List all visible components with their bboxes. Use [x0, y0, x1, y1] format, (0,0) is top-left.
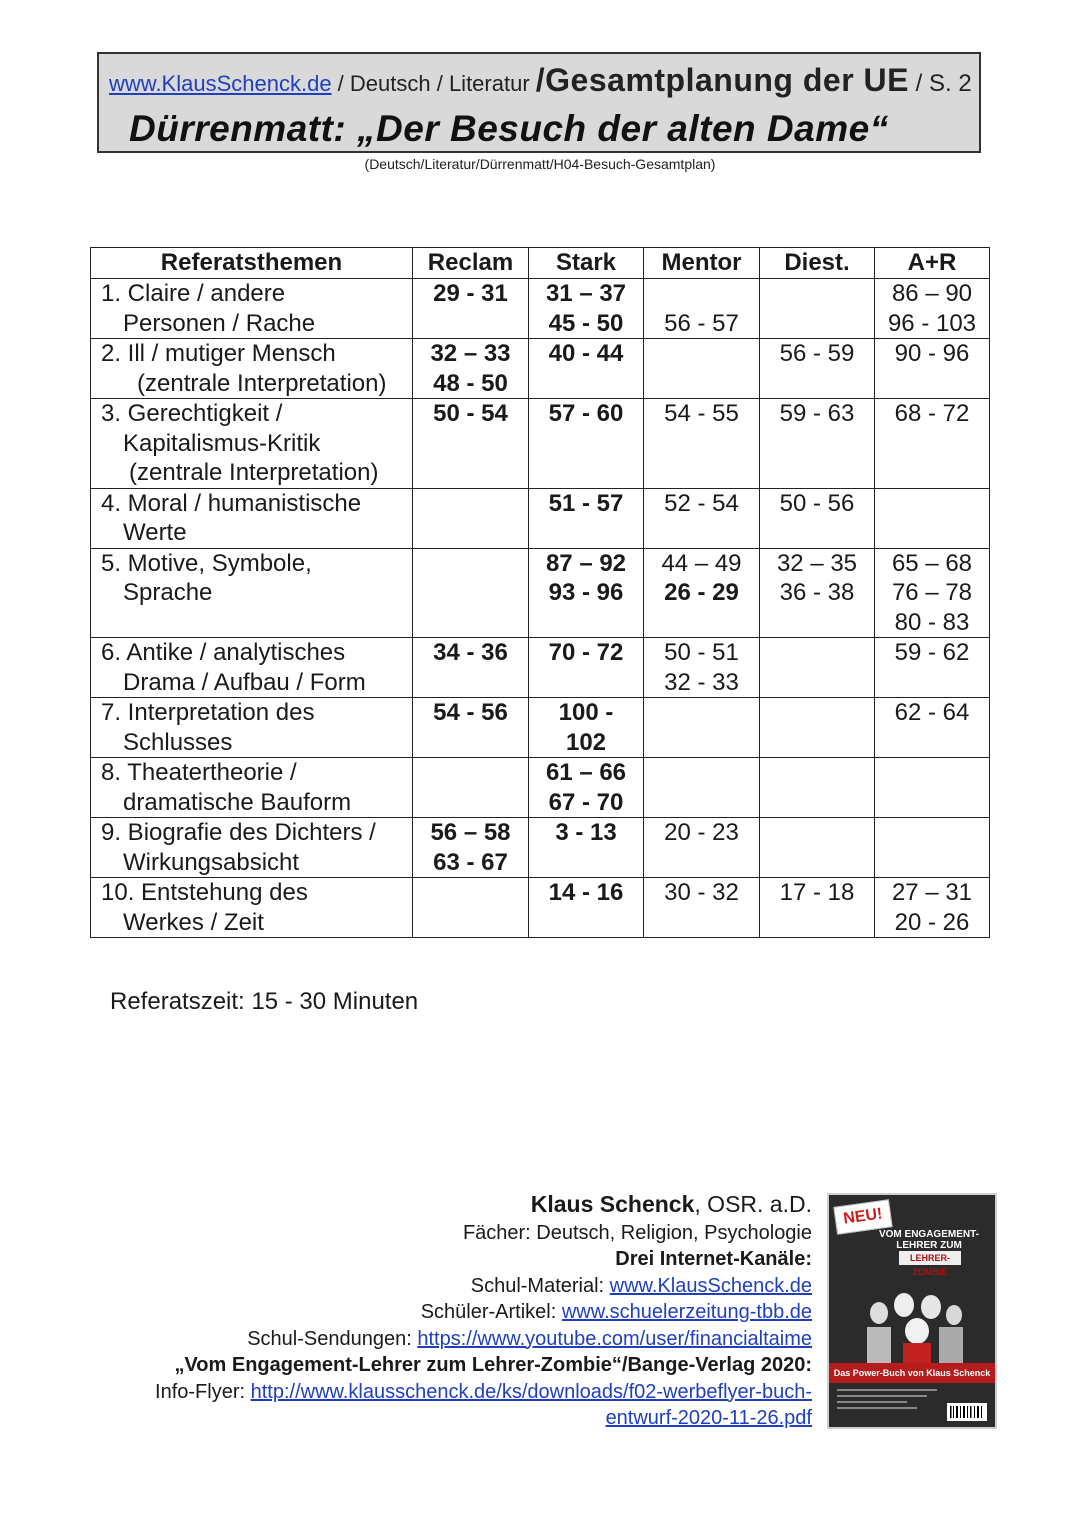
book-cover-subtitle: LEHRER-ZOMBIE: [899, 1251, 961, 1265]
topic-cell: [91, 339, 413, 399]
mentor-cell: 20 - 23: [644, 818, 760, 878]
subjects: Fächer: Deutsch, Religion, Psychologie: [462, 1221, 812, 1244]
site-link[interactable]: www.KlausSchenck.de: [109, 71, 332, 96]
table-row: [91, 878, 990, 938]
reclam-cell: [413, 548, 529, 638]
topic-line: 10. Entstehung des: [101, 879, 308, 906]
diest-cell: 17 - 18: [760, 878, 875, 938]
col-header-mentor: Mentor: [644, 248, 760, 279]
table-row: [91, 339, 990, 399]
book-cover-band: Das Power-Buch von Klaus Schenck: [829, 1363, 995, 1383]
book-cover-text-lines: [837, 1387, 947, 1417]
diest-cell: [760, 279, 875, 339]
flyer-link-continued[interactable]: entwurf-2020-11-26.pdf: [605, 1407, 812, 1429]
page-number: S. 2: [929, 70, 972, 97]
mentor-cell: 44 – 49 26 - 29: [644, 548, 760, 638]
stark-cell: 100 - 102: [529, 698, 644, 758]
topic-line: 6. Antike / analytisches: [101, 639, 346, 666]
topic-line: Drama / Aufbau / Form: [123, 668, 366, 696]
file-path: (Deutsch/Literatur/Dürrenmatt/H04-Besuch-Gesamtplan): [364, 156, 716, 172]
topic-line: Wirkungsabsicht: [123, 848, 300, 876]
topic-line: (zentrale Interpretation): [129, 459, 379, 486]
schueler-label: Schüler-Artikel:: [420, 1301, 562, 1323]
topic-cell: [91, 399, 413, 489]
col-header-diest: Diest.: [760, 248, 875, 279]
topic-line: 1. Claire / andere: [101, 280, 286, 307]
reclam-cell: 54 - 56: [413, 698, 529, 758]
diest-cell: 56 - 59: [760, 339, 875, 399]
ar-cell: [875, 818, 990, 878]
topic-line: Personen / Rache: [123, 309, 316, 337]
channels-heading: Drei Internet-Kanäle:: [615, 1248, 812, 1270]
page-subtitle: Dürrenmatt: „Der Besuch der alten Dame“: [129, 108, 889, 149]
topic-cell: [91, 698, 413, 758]
ar-cell: 65 – 68 76 – 78 80 - 83: [875, 548, 990, 638]
topic-line: 2. Ill / mutiger Mensch: [101, 340, 336, 367]
reclam-cell: [413, 878, 529, 938]
topic-line: 3. Gerechtigkeit /: [101, 400, 283, 427]
table-header-row: [91, 248, 990, 279]
topic-line: Werte: [123, 519, 187, 546]
topic-cell: [91, 638, 413, 698]
schueler-link[interactable]: www.schuelerzeitung-tbb.de: [561, 1301, 812, 1323]
table-row: [91, 818, 990, 878]
schulmaterial-link[interactable]: www.KlausSchenck.de: [609, 1274, 812, 1297]
topics-table: [90, 247, 990, 938]
mentor-cell: 56 - 57: [644, 279, 760, 339]
table-row: [91, 399, 990, 489]
topic-cell: [91, 758, 413, 818]
author-footer: [155, 1191, 812, 1432]
mentor-cell: [644, 339, 760, 399]
header-line-1: [109, 62, 972, 99]
mentor-cell: [644, 698, 760, 758]
stark-cell: 3 - 13: [529, 818, 644, 878]
diest-cell: [760, 638, 875, 698]
topic-line: 4. Moral / humanistische: [101, 489, 362, 517]
stark-cell: 31 – 37 45 - 50: [529, 279, 644, 339]
col-header-stark: Stark: [529, 248, 644, 279]
reclam-cell: 50 - 54: [413, 399, 529, 489]
book-cover-title: VOM ENGAGEMENT-LEHRER ZUM: [878, 1229, 979, 1251]
topic-cell: [91, 878, 413, 938]
ar-cell: 59 - 62: [875, 638, 990, 698]
page-title: Gesamtplanung der UE: [545, 62, 909, 98]
new-badge: NEU!: [833, 1199, 892, 1235]
mentor-cell: 54 - 55: [644, 399, 760, 489]
zombie-illustration: [859, 1283, 969, 1363]
ar-cell: 68 - 72: [875, 399, 990, 489]
reclam-cell: [413, 488, 529, 548]
reclam-cell: [413, 758, 529, 818]
topic-cell: [91, 548, 413, 638]
reclam-cell: 32 – 33 48 - 50: [413, 339, 529, 399]
table-row: [91, 279, 990, 339]
schulmaterial-label: Schul-Material:: [470, 1274, 610, 1297]
diest-cell: 32 – 35 36 - 38: [760, 548, 875, 638]
page-separator: /: [909, 70, 930, 97]
flyer-label: Info-Flyer:: [155, 1380, 251, 1403]
stark-cell: 40 - 44: [529, 339, 644, 399]
table-row: [91, 638, 990, 698]
ar-cell: 86 – 90 96 - 103: [875, 279, 990, 339]
diest-cell: [760, 698, 875, 758]
book-cover-image: [827, 1193, 997, 1429]
topic-line: Schlusses: [123, 728, 233, 756]
topic-cell: [91, 279, 413, 339]
table-row: [91, 488, 990, 548]
reclam-cell: 29 - 31: [413, 279, 529, 339]
col-header-topics: Referatsthemen: [91, 248, 413, 279]
table-row: [91, 758, 990, 818]
stark-cell: 57 - 60: [529, 399, 644, 489]
barcode-icon: [947, 1403, 987, 1421]
reclam-cell: 56 – 58 63 - 67: [413, 818, 529, 878]
topic-line: 9. Biografie des Dichters /: [101, 819, 376, 846]
mentor-cell: 30 - 32: [644, 878, 760, 938]
stark-cell: 70 - 72: [529, 638, 644, 698]
topic-line: Werkes / Zeit: [123, 908, 264, 936]
col-header-reclam: Reclam: [413, 248, 529, 279]
presentation-time-note: Referatszeit: 15 - 30 Minuten: [110, 988, 419, 1015]
stark-cell: 87 – 92 93 - 96: [529, 548, 644, 638]
diest-cell: 50 - 56: [760, 488, 875, 548]
ar-cell: [875, 488, 990, 548]
book-line: „Vom Engagement-Lehrer zum Lehrer-Zombie“/Bange-Verlag 2020:: [174, 1354, 812, 1376]
diest-cell: 59 - 63: [760, 399, 875, 489]
table-row: [91, 548, 990, 638]
youtube-link[interactable]: https://www.youtube.com/user/financialtaime: [417, 1327, 812, 1350]
topic-line: 8. Theatertheorie /: [101, 759, 297, 786]
topic-cell: [91, 818, 413, 878]
stark-cell: 14 - 16: [529, 878, 644, 938]
topic-line: 5. Motive, Symbole,: [101, 549, 312, 577]
header-slash: /: [535, 62, 546, 98]
topic-line: 7. Interpretation des: [101, 699, 315, 726]
diest-cell: [760, 818, 875, 878]
diest-cell: [760, 758, 875, 818]
reclam-cell: 34 - 36: [413, 638, 529, 698]
topic-line: (zentrale Interpretation): [137, 369, 387, 397]
ar-cell: 27 – 31 20 - 26: [875, 878, 990, 938]
ar-cell: [875, 758, 990, 818]
mentor-cell: [644, 758, 760, 818]
header-box: [97, 52, 981, 153]
ar-cell: 90 - 96: [875, 339, 990, 399]
table-row: [91, 698, 990, 758]
topic-line: Sprache: [123, 579, 213, 606]
mentor-cell: 50 - 51 32 - 33: [644, 638, 760, 698]
mentor-cell: 52 - 54: [644, 488, 760, 548]
col-header-ar: A+R: [875, 248, 990, 279]
sendungen-label: Schul-Sendungen:: [247, 1327, 418, 1350]
author-name: Klaus Schenck: [530, 1191, 695, 1217]
topic-cell: [91, 488, 413, 548]
stark-cell: 51 - 57: [529, 488, 644, 548]
topic-line: dramatische Bauform: [123, 788, 352, 816]
flyer-link[interactable]: http://www.klausschenck.de/ks/downloads/f02-werbeflyer-buch-: [250, 1380, 812, 1403]
ar-cell: 62 - 64: [875, 698, 990, 758]
breadcrumb: / Deutsch / Literatur: [331, 71, 536, 96]
author-title: , OSR. a.D.: [694, 1191, 812, 1217]
stark-cell: 61 – 66 67 - 70: [529, 758, 644, 818]
topic-line: Kapitalismus-Kritik: [123, 429, 321, 457]
